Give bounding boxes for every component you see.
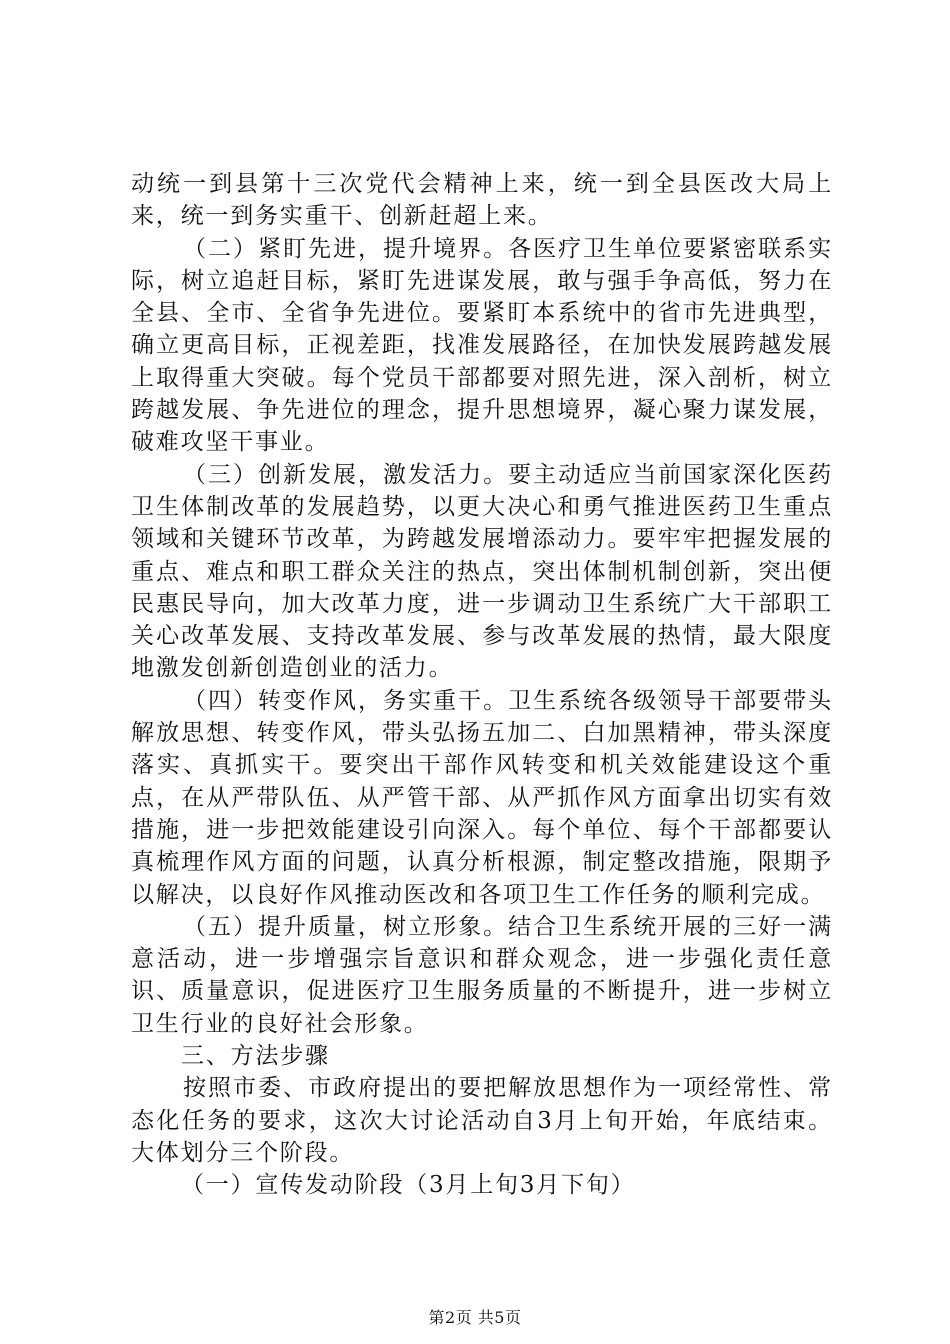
heading-methods-steps: 三、方法步骤 xyxy=(181,1043,330,1070)
paragraph-section-3: （三）创新发展，激发活力。要主动适应当前国家深化医药卫生体制改革的发展趋势，以更大决心和勇气推进医药卫生重点领域和关键环节改革，为跨越发展增添动力。要牢牢把握发展的重点、难点和职工群众关注的热点，突出体制机制创新，突出便民惠民导向，加大改革力度，进一步调动卫生系统广大干部职工关心改革发展、支持改革发展、参与改革发展的热情，最大限度地激发创新创造创业的活力。 xyxy=(131,461,833,682)
document-body xyxy=(131,168,833,1202)
heading-stage-1: （一）宣传发动阶段（3月上旬3月下旬） xyxy=(181,1172,636,1199)
paragraph-section-2: （二）紧盯先进，提升境界。各医疗卫生单位要紧密联系实际，树立追赶目标，紧盯先进谋发展，敢与强手争高低，努力在全县、全市、全省争先进位。要紧盯本系统中的省市先进典型，确立更高目标，正视差距，找准发展路径，在加快发展跨越发展上取得重大突破。每个党员干部都要对照先进，深入剖析，树立跨越发展、争先进位的理念，提升思想境界，凝心聚力谋发展，破难攻坚干事业。 xyxy=(131,235,833,456)
paragraph-methods-intro: 按照市委、市政府提出的要把解放思想作为一项经常性、常态化任务的要求，这次大讨论活动自3月上旬开始，年底结束。大体划分三个阶段。 xyxy=(131,1075,833,1166)
paragraph-section-4: （四）转变作风，务实重干。卫生系统各级领导干部要带头解放思想、转变作风，带头弘扬五加二、白加黑精神，带头深度落实、真抓实干。要突出干部作风转变和机关效能建设这个重点，在从严带队伍、从严管干部、从严抓作风方面拿出切实有效措施，进一步把效能建设引向深入。每个单位、每个干部都要认真梳理作风方面的问题，认真分析根源，制定整改措施，限期予以解决，以良好作风推动医改和各项卫生工作任务的顺利完成。 xyxy=(131,687,833,908)
paragraph-section-5: （五）提升质量，树立形象。结合卫生系统开展的三好一满意活动，进一步增强宗旨意识和群众观念，进一步强化责任意识、质量意识，促进医疗卫生服务质量的不断提升，进一步树立卫生行业的良好社会形象。 xyxy=(131,913,833,1037)
page-number-footer: 第2页 共5页 xyxy=(428,1308,522,1327)
paragraph-continuation: 动统一到县第十三次党代会精神上来，统一到全县医改大局上来，统一到务实重干、创新赶超上来。 xyxy=(131,171,833,230)
